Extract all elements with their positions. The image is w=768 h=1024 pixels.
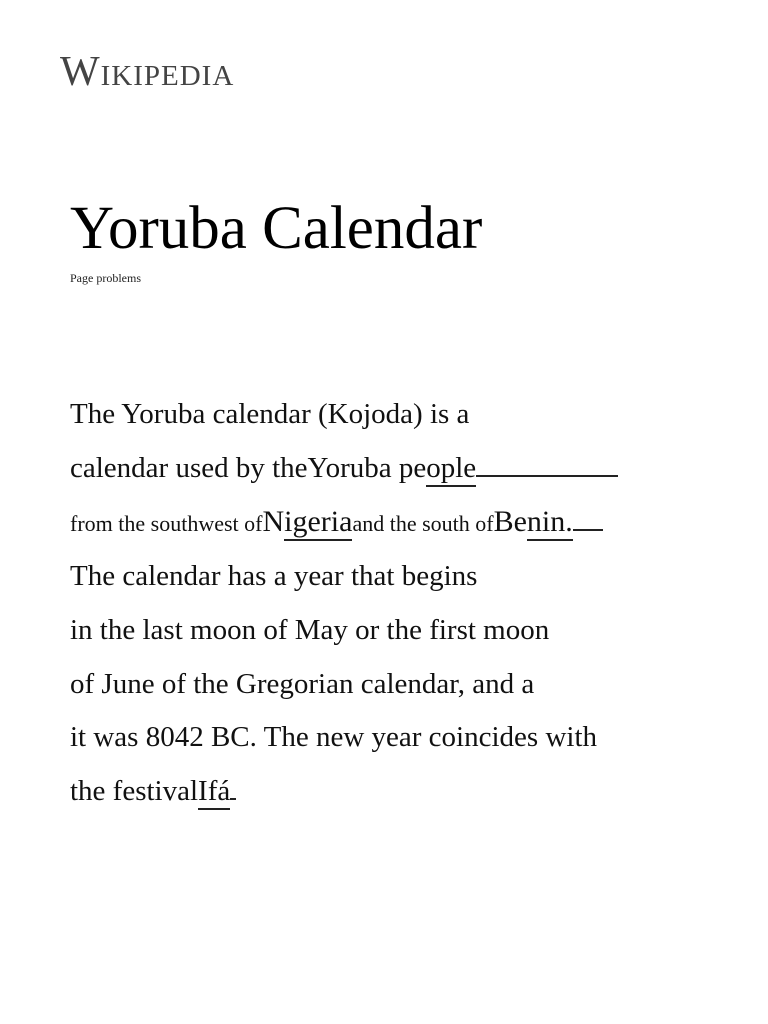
article-line-4: The calendar has a year that begins bbox=[70, 560, 478, 592]
text-segment: the festival bbox=[70, 775, 199, 807]
benin-link[interactable]: nin. bbox=[527, 505, 573, 541]
page-problems-link[interactable]: Page problems bbox=[70, 271, 141, 285]
text-segment: and the south of bbox=[352, 511, 494, 536]
benin-link-initial[interactable]: Be bbox=[493, 505, 527, 538]
page-title: Yoruba Calendar bbox=[70, 195, 483, 262]
text-segment: from the southwest of bbox=[70, 511, 263, 536]
article-line-2 bbox=[70, 450, 618, 486]
link-underline bbox=[230, 798, 236, 800]
link-underline bbox=[476, 475, 618, 477]
nigeria-link-initial[interactable]: N bbox=[262, 505, 285, 538]
article-line-1: The Yoruba calendar (Kojoda) is a bbox=[70, 398, 470, 430]
nigeria-link[interactable]: igeria bbox=[284, 505, 352, 541]
article-line-8 bbox=[70, 773, 236, 809]
article-line-7: it was 8042 BC. The new year coincides with bbox=[70, 721, 597, 753]
link-underline bbox=[573, 529, 603, 531]
article-line-5: in the last moon of May or the first moon bbox=[70, 614, 550, 646]
text-segment: calendar used by theYoruba pe bbox=[70, 452, 427, 484]
article-line-6: of June of the Gregorian calendar, and a bbox=[70, 668, 535, 700]
wikipedia-logo[interactable]: Wikipedia bbox=[60, 49, 235, 95]
article-line-3 bbox=[70, 504, 603, 542]
ifa-link[interactable]: Ifá bbox=[198, 775, 230, 810]
yoruba-people-link[interactable]: ople bbox=[426, 452, 476, 487]
